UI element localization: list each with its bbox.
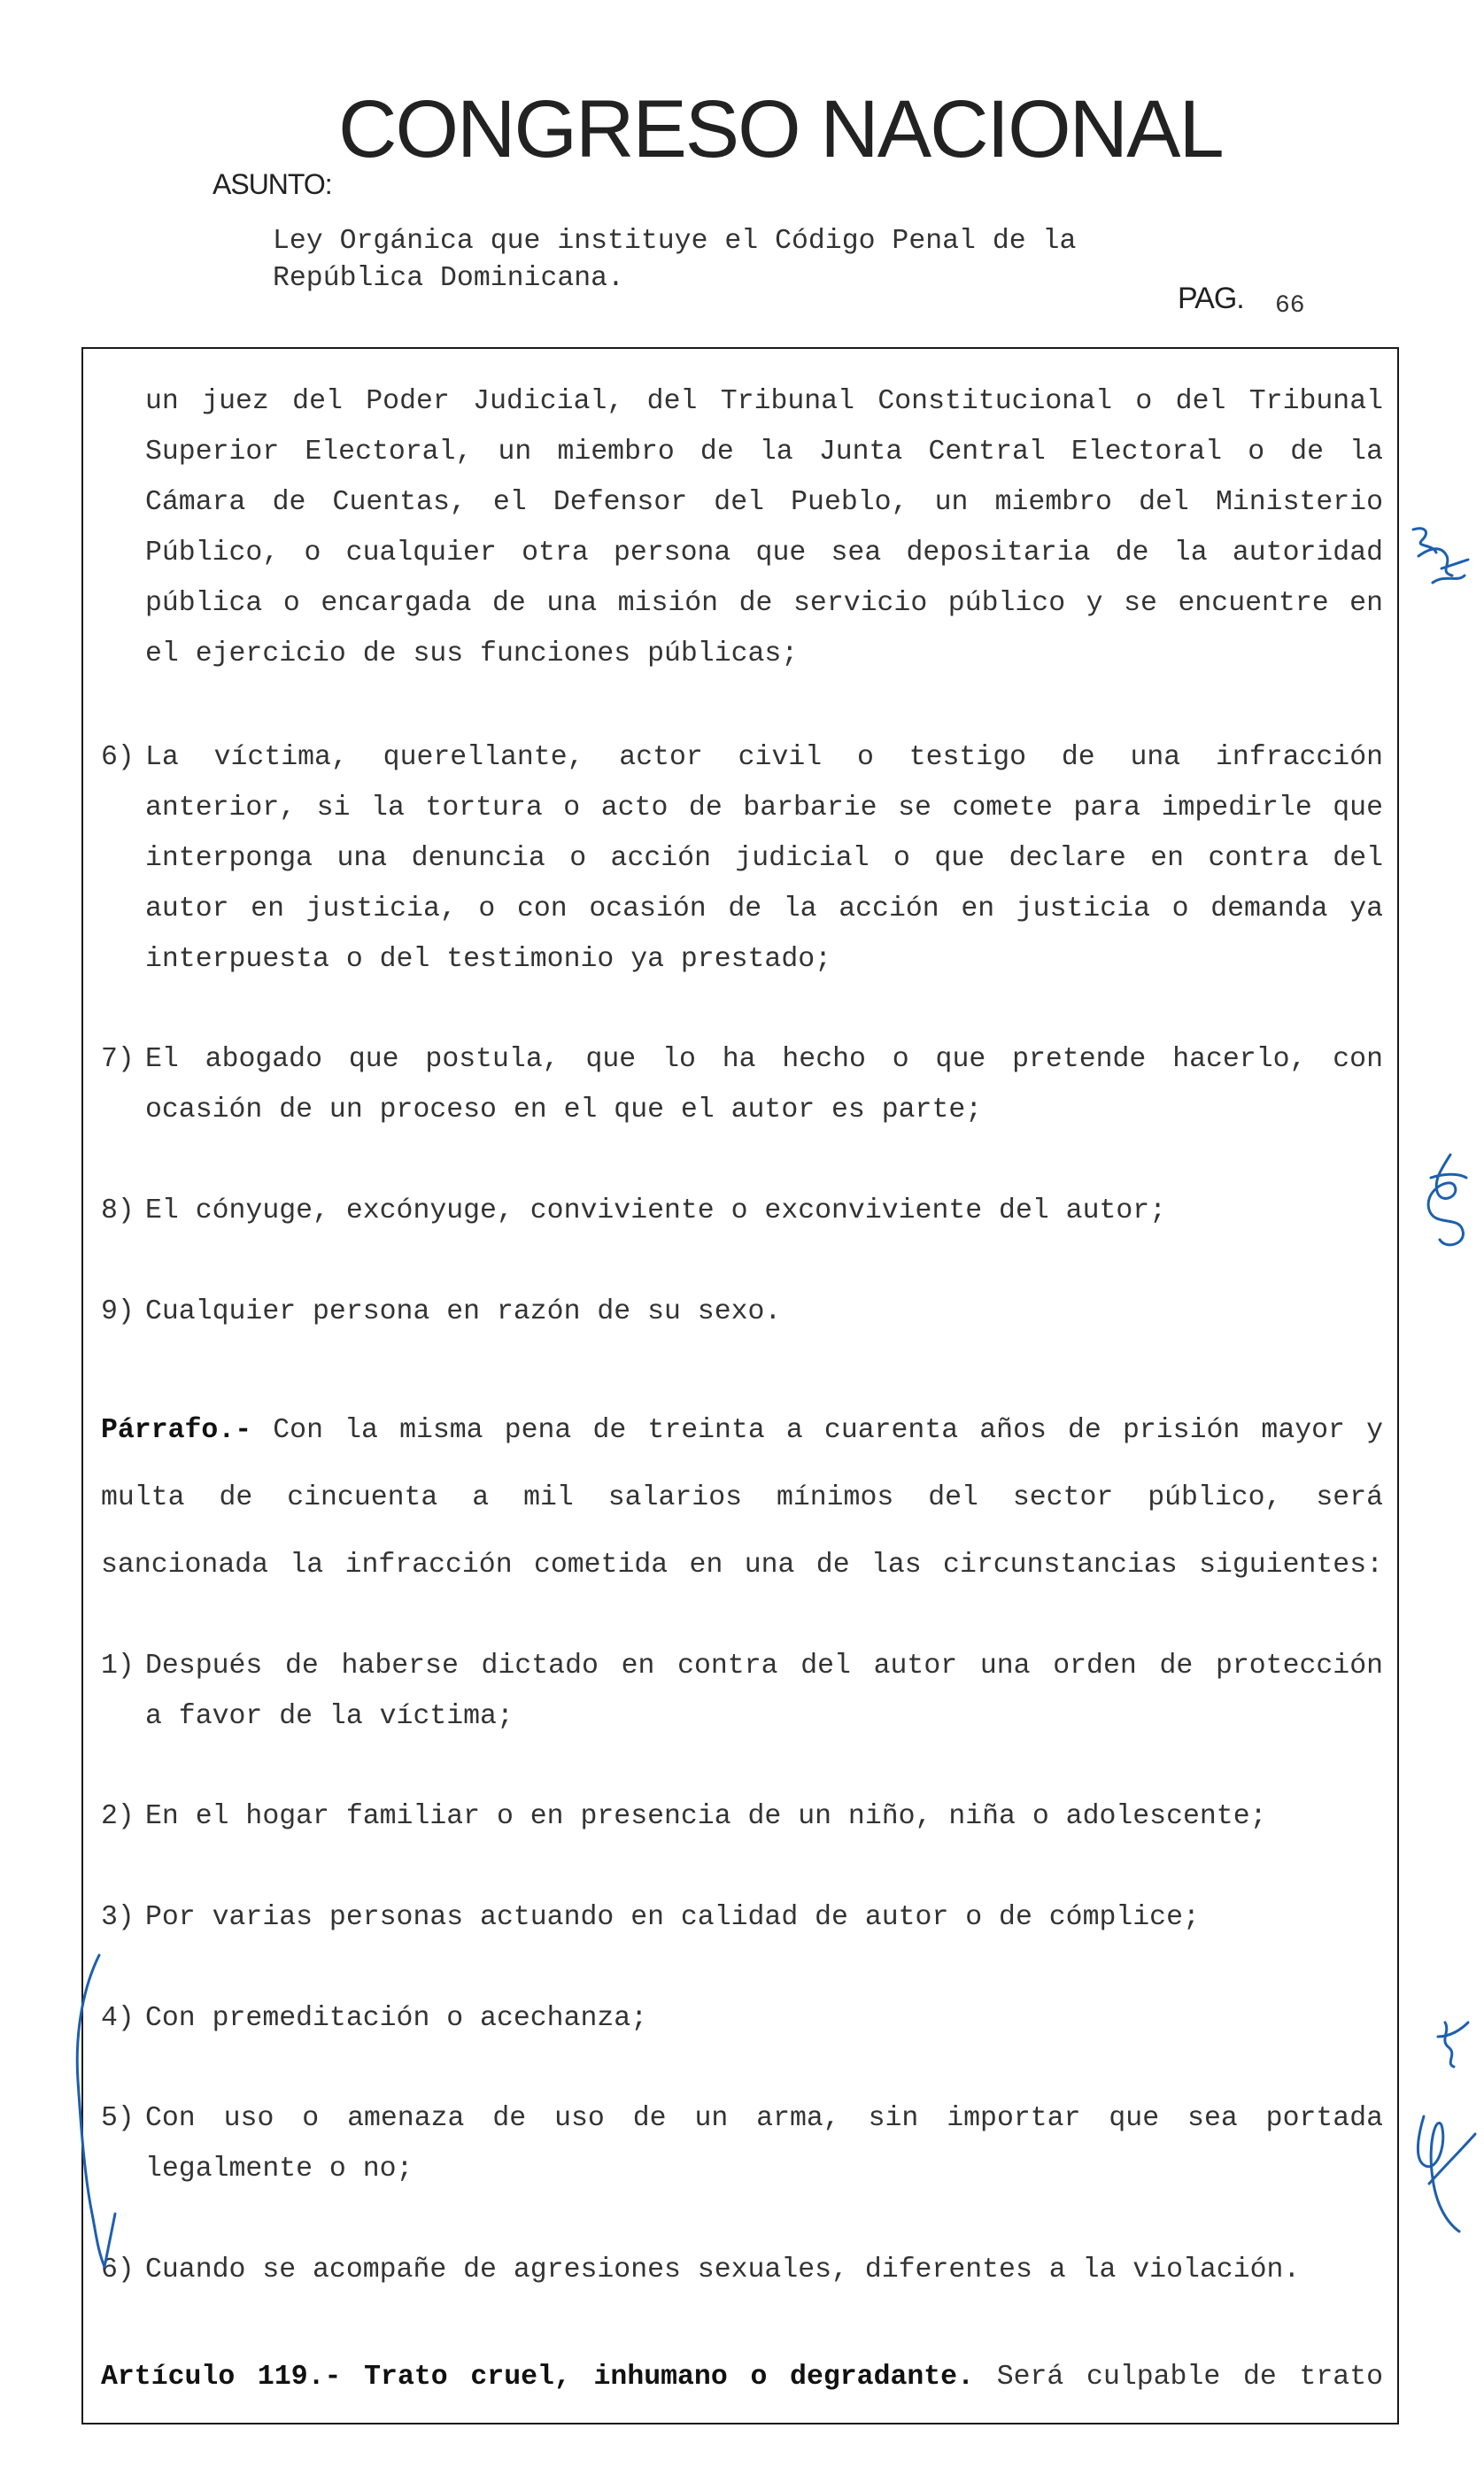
list-item-line: legalmente o no; [145, 2154, 414, 2185]
list-item-line: El cónyuge, excónyuge, conviviente o exconviviente del autor; [145, 1195, 1167, 1226]
list-item-number: 2) [101, 1801, 135, 1832]
list-item-line: ocasión de un proceso en el que el autor es parte; [145, 1094, 983, 1125]
list-item-number: 8) [101, 1195, 135, 1226]
intro-line: un juez del Poder Judicial, del Tribunal Constitucional o del Tribunal [145, 386, 1383, 417]
initials-signature-2 [1415, 1151, 1479, 1257]
list-item-line: Cualquier persona en razón de su sexo. [145, 1296, 782, 1327]
article-text: Será culpable de trato [996, 2362, 1384, 2393]
list-item-number: 6) [101, 2254, 135, 2285]
initials-signature-3 [1406, 2010, 1482, 2276]
list-item-line: Cuando se acompañe de agresiones sexuales, diferentes a la violación. [145, 2254, 1301, 2285]
intro-line: Superior Electoral, un miembro de la Junta Central Electoral o de la [145, 437, 1383, 468]
list-item-number: 4) [101, 2003, 135, 2034]
intro-line: el ejercicio de sus funciones públicas; [145, 638, 799, 669]
intro-line: Público, o cualquier otra persona que sea depositaria de la autoridad [145, 537, 1383, 568]
list-item-number: 7) [101, 1044, 135, 1075]
list-item-line: La víctima, querellante, actor civil o testigo de una infracción [145, 742, 1383, 773]
list-item-line: a favor de la víctima; [145, 1701, 514, 1732]
list-item-line: Por varias personas actuando en calidad de autor o de cómplice; [145, 1902, 1200, 1933]
list-item-number: 6) [101, 742, 135, 773]
list-item-line: interpuesta o del testimonio ya prestado; [145, 944, 832, 975]
list-item-number: 9) [101, 1296, 135, 1327]
list-item-number: 3) [101, 1902, 135, 1933]
list-item-line: Con premeditación o acechanza; [145, 2003, 648, 2034]
list-item-line: autor en justicia, o con ocasión de la acción en justicia o demanda ya [145, 893, 1383, 924]
list-item-number: 1) [101, 1651, 135, 1682]
initials-signature-1 [1406, 521, 1477, 600]
parrafo-line [101, 1413, 1383, 1449]
list-item-line: interponga una denuncia o acción judicial o que declare en contra del [145, 843, 1383, 874]
list-item-line: El abogado que postula, que lo ha hecho o que pretende hacerlo, con [145, 1044, 1383, 1075]
list-item-line: Con uso o amenaza de uso de un arma, sin importar que sea portada [145, 2103, 1383, 2134]
page-number: 66 [1275, 292, 1305, 320]
article-heading: Artículo 119.- Trato cruel, inhumano o degradante. [101, 2362, 974, 2393]
list-item-number: 5) [101, 2103, 135, 2134]
parrafo-label: Párrafo.- [101, 1415, 252, 1446]
parrafo-line: sancionada la infracción cometida en una de las circunstancias siguientes: [101, 1550, 1383, 1581]
page-label: PAG. [1178, 282, 1244, 315]
list-item-line: anterior, si la tortura o acto de barbarie se comete para impedirle que [145, 793, 1383, 824]
parrafo-line: multa de cincuenta a mil salarios mínimos del sector público, será [101, 1482, 1383, 1513]
intro-line: pública o encargada de una misión de servicio público y se encuentre en [145, 588, 1383, 619]
list-item-line: En el hogar familiar o en presencia de un niño, niña o adolescente; [145, 1801, 1267, 1832]
parrafo-text: Con la misma pena de treinta a cuarenta años de prisión mayor y [273, 1415, 1383, 1446]
intro-line: Cámara de Cuentas, el Defensor del Pueblo, un miembro del Ministerio [145, 487, 1383, 518]
asunto-label: ASUNTO: [213, 168, 332, 200]
subject-line-2: República Dominicana. [273, 263, 624, 294]
list-item-line: Después de haberse dictado en contra del autor una orden de protección [145, 1651, 1383, 1682]
page-title: CONGRESO NACIONAL [338, 84, 1223, 174]
subject [273, 223, 1076, 298]
margin-bracket-mark [43, 1948, 122, 2302]
article-line [101, 2360, 1383, 2395]
subject-line-1: Ley Orgánica que instituye el Código Penal de la [273, 226, 1077, 257]
